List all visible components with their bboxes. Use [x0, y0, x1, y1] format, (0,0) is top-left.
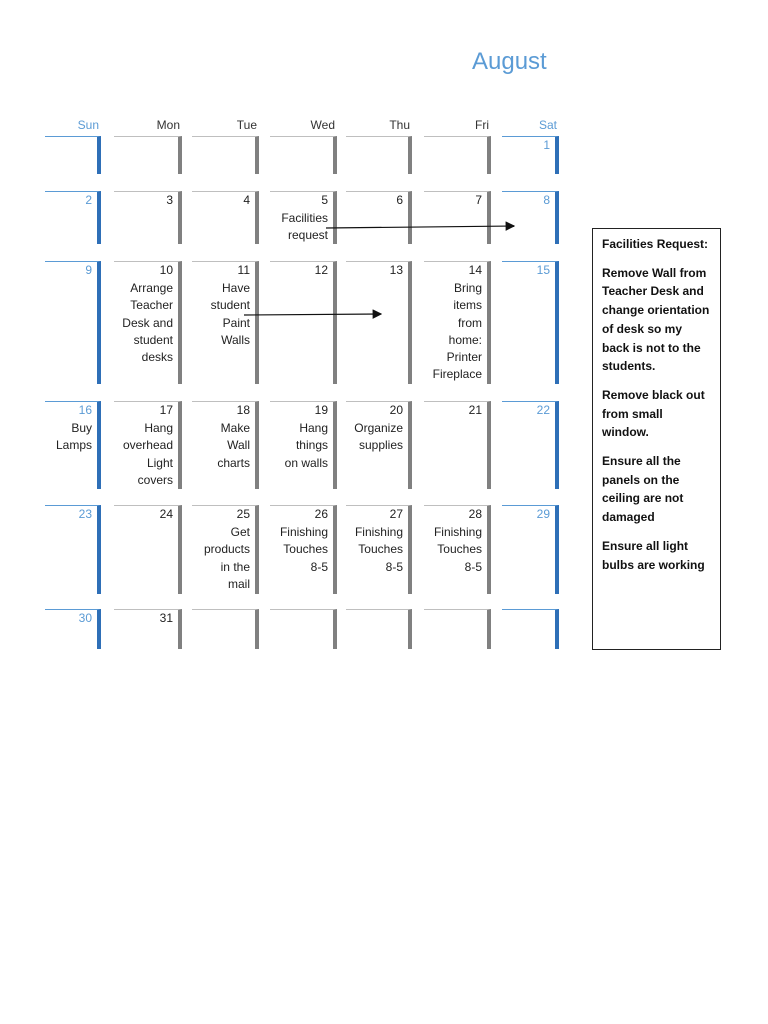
event-text-line: Lamps [55, 438, 92, 453]
event-text-line: 8-5 [385, 559, 403, 574]
day-number: 27 [389, 507, 403, 521]
event-text-line: Teacher [130, 298, 173, 313]
day-number: 24 [159, 507, 173, 521]
event-text-line: Touches [358, 542, 403, 557]
event-text-line: Finishing [433, 525, 482, 539]
event-text-line: Organize [354, 421, 403, 435]
day-number: 29 [536, 507, 550, 521]
event-text-line: Hang [144, 421, 173, 435]
day-number: 31 [159, 611, 173, 625]
event-text-line: Light [146, 455, 173, 470]
event-text-line: Bring [453, 281, 482, 295]
day-number: 26 [314, 507, 328, 521]
event-text-line: Wall [227, 438, 250, 453]
event-text-line: Desk and [122, 315, 173, 330]
day-number: 7 [475, 193, 482, 207]
weekday-mon: Mon [156, 118, 180, 132]
event-text-line: Have [221, 281, 250, 295]
event-text-line: charts [217, 455, 250, 470]
event-text-line: request [287, 228, 328, 243]
day-number: 19 [314, 403, 328, 417]
month-title: August [472, 48, 547, 75]
weekday-sun: Sun [77, 118, 99, 132]
day-number: 8 [543, 193, 550, 207]
note-item: Ensure all light bulbs are working [602, 538, 705, 572]
day-number: 16 [78, 403, 92, 417]
day-number: 3 [166, 193, 173, 207]
event-text-line: products [203, 542, 250, 557]
event-text-line: student [210, 298, 250, 313]
day-number: 15 [536, 263, 550, 277]
event-text-line: Walls [221, 332, 250, 347]
weekday-sat: Sat [538, 118, 557, 132]
event-text-line: Make [220, 421, 250, 435]
weekday-wed: Wed [310, 118, 335, 132]
day-number: 13 [389, 263, 403, 277]
event-text-line: Hang [299, 421, 328, 435]
day-number: 9 [85, 263, 92, 277]
weekday-tue: Tue [236, 118, 257, 132]
event-text-line: items [453, 298, 482, 313]
note-item: Ensure all the panels on the ceiling are not damaged [602, 454, 684, 525]
event-text-line: supplies [358, 438, 403, 453]
arrow-facilities-request [326, 226, 514, 228]
event-text-line: Printer [446, 350, 482, 365]
event-text-line: on walls [284, 455, 328, 470]
note-item: Remove black out from small window. [602, 387, 705, 440]
arrow-paint-walls [244, 314, 381, 315]
weekday-fri: Fri [475, 118, 489, 132]
day-number: 25 [236, 507, 250, 521]
day-number: 22 [536, 403, 550, 417]
event-text-line: desks [141, 350, 173, 365]
day-number: 18 [236, 403, 250, 417]
day-number: 28 [468, 507, 482, 521]
event-text-line: 8-5 [310, 559, 328, 574]
day-number: 21 [468, 403, 482, 417]
day-number: 2 [85, 193, 92, 207]
weekday-thu: Thu [389, 118, 410, 132]
event-text-line: in the [220, 559, 250, 574]
event-text-line: Touches [283, 542, 328, 557]
event-text-line: Finishing [279, 525, 328, 539]
event-text-line: covers [137, 472, 173, 487]
event-text-line: from [458, 315, 482, 330]
event-text-line: Facilities [281, 211, 328, 225]
event-text-line: 8-5 [464, 559, 482, 574]
day-number: 11 [237, 263, 250, 277]
event-text-line: Fireplace [432, 367, 482, 382]
day-number: 30 [78, 611, 92, 625]
event-text-line: home: [448, 332, 482, 347]
note-item: Remove Wall from Teacher Desk and change orientation of desk so my back is not to the students. [602, 265, 710, 374]
event-text-line: mail [227, 576, 250, 591]
day-number: 10 [159, 263, 173, 277]
event-text-line: Buy [71, 421, 92, 435]
event-text-line: student [133, 332, 173, 347]
event-text-line: overhead [122, 438, 173, 453]
day-number: 4 [243, 193, 250, 207]
event-text-line: Arrange [130, 281, 173, 295]
event-text-line: Touches [437, 542, 482, 557]
day-number: 12 [314, 263, 328, 277]
event-text-line: Paint [222, 315, 250, 330]
day-number: 23 [78, 507, 92, 521]
day-number: 17 [159, 403, 173, 417]
event-text-line: things [295, 438, 328, 453]
event-text-line: Get [230, 525, 250, 539]
day-number: 5 [321, 193, 328, 207]
event-text-line: Finishing [354, 525, 403, 539]
day-number: 14 [468, 263, 482, 277]
day-number: 1 [543, 138, 550, 152]
note-heading: Facilities Request: [602, 237, 709, 251]
day-number: 20 [389, 403, 403, 417]
day-number: 6 [396, 193, 403, 207]
